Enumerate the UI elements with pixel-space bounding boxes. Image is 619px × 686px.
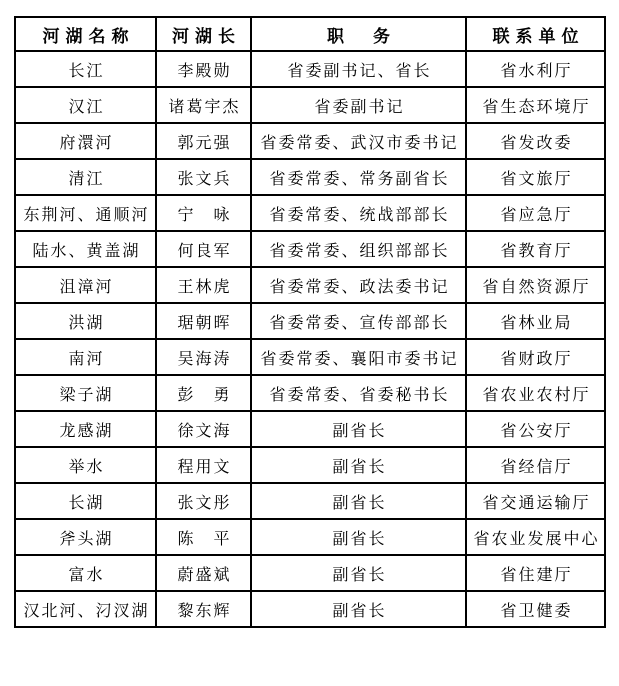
river-name-cell: 梁子湖 — [15, 375, 156, 411]
position-cell: 副省长 — [251, 411, 466, 447]
chief-name-cell: 蔚盛斌 — [156, 555, 251, 591]
contact-unit-cell: 省公安厅 — [466, 411, 605, 447]
contact-unit-cell: 省水利厅 — [466, 51, 605, 87]
river-name-cell: 汉北河、汈汊湖 — [15, 591, 156, 627]
chief-name-cell: 徐文海 — [156, 411, 251, 447]
table-row — [15, 87, 605, 123]
position-cell: 省委常委、常务副省长 — [251, 159, 466, 195]
river-name-cell: 南河 — [15, 339, 156, 375]
contact-unit-cell: 省文旅厅 — [466, 159, 605, 195]
chief-name-cell: 程用文 — [156, 447, 251, 483]
table-row — [15, 123, 605, 159]
contact-unit-cell: 省林业局 — [466, 303, 605, 339]
river-name-cell: 陆水、黄盖湖 — [15, 231, 156, 267]
position-cell: 省委副书记、省长 — [251, 51, 466, 87]
position-cell: 副省长 — [251, 591, 466, 627]
river-name-cell: 洪湖 — [15, 303, 156, 339]
column-header-chief-name: 河湖长 — [156, 17, 251, 51]
table-row — [15, 375, 605, 411]
chief-name-cell: 郭元强 — [156, 123, 251, 159]
contact-unit-cell: 省发改委 — [466, 123, 605, 159]
position-cell: 省委常委、省委秘书长 — [251, 375, 466, 411]
position-cell: 省委常委、组织部部长 — [251, 231, 466, 267]
contact-unit-cell: 省农业农村厅 — [466, 375, 605, 411]
table-row — [15, 447, 605, 483]
position-cell: 省委常委、襄阳市委书记 — [251, 339, 466, 375]
chief-name-cell: 吴海涛 — [156, 339, 251, 375]
position-cell: 省委副书记 — [251, 87, 466, 123]
contact-unit-cell: 省教育厅 — [466, 231, 605, 267]
table-row — [15, 591, 605, 627]
position-cell: 省委常委、政法委书记 — [251, 267, 466, 303]
table-body — [15, 51, 605, 627]
river-name-cell: 斧头湖 — [15, 519, 156, 555]
position-cell: 省委常委、武汉市委书记 — [251, 123, 466, 159]
river-name-cell: 龙感湖 — [15, 411, 156, 447]
chief-name-cell: 陈 平 — [156, 519, 251, 555]
contact-unit-cell: 省住建厅 — [466, 555, 605, 591]
header-row — [15, 17, 605, 51]
chief-name-cell: 彭 勇 — [156, 375, 251, 411]
column-header-river-name: 河湖名称 — [15, 17, 156, 51]
chief-name-cell: 诸葛宇杰 — [156, 87, 251, 123]
table-row — [15, 195, 605, 231]
column-header-position: 职 务 — [251, 17, 466, 51]
chief-name-cell: 张文兵 — [156, 159, 251, 195]
chief-name-cell: 宁 咏 — [156, 195, 251, 231]
position-cell: 副省长 — [251, 519, 466, 555]
position-cell: 副省长 — [251, 555, 466, 591]
river-name-cell: 汉江 — [15, 87, 156, 123]
table-row — [15, 411, 605, 447]
table-row — [15, 519, 605, 555]
table-row — [15, 231, 605, 267]
contact-unit-cell: 省农业发展中心 — [466, 519, 605, 555]
contact-unit-cell: 省应急厅 — [466, 195, 605, 231]
table-row — [15, 303, 605, 339]
position-cell: 副省长 — [251, 483, 466, 519]
column-header-contact-unit: 联系单位 — [466, 17, 605, 51]
table-header — [15, 17, 605, 51]
contact-unit-cell: 省财政厅 — [466, 339, 605, 375]
table-row — [15, 483, 605, 519]
river-name-cell: 长湖 — [15, 483, 156, 519]
chief-name-cell: 李殿勋 — [156, 51, 251, 87]
contact-unit-cell: 省卫健委 — [466, 591, 605, 627]
river-name-cell: 富水 — [15, 555, 156, 591]
river-lake-chief-table — [14, 16, 606, 628]
table-row — [15, 267, 605, 303]
river-name-cell: 清江 — [15, 159, 156, 195]
table-row — [15, 555, 605, 591]
river-name-cell: 沮漳河 — [15, 267, 156, 303]
table-row — [15, 339, 605, 375]
table-row — [15, 159, 605, 195]
table-row — [15, 51, 605, 87]
contact-unit-cell: 省交通运输厅 — [466, 483, 605, 519]
contact-unit-cell: 省经信厅 — [466, 447, 605, 483]
contact-unit-cell: 省生态环境厅 — [466, 87, 605, 123]
river-name-cell: 长江 — [15, 51, 156, 87]
contact-unit-cell: 省自然资源厅 — [466, 267, 605, 303]
chief-name-cell: 琚朝晖 — [156, 303, 251, 339]
chief-name-cell: 何良军 — [156, 231, 251, 267]
river-name-cell: 举水 — [15, 447, 156, 483]
position-cell: 省委常委、宣传部部长 — [251, 303, 466, 339]
position-cell: 省委常委、统战部部长 — [251, 195, 466, 231]
chief-name-cell: 王林虎 — [156, 267, 251, 303]
river-name-cell: 府澴河 — [15, 123, 156, 159]
chief-name-cell: 张文彤 — [156, 483, 251, 519]
chief-name-cell: 黎东辉 — [156, 591, 251, 627]
position-cell: 副省长 — [251, 447, 466, 483]
river-name-cell: 东荆河、通顺河 — [15, 195, 156, 231]
